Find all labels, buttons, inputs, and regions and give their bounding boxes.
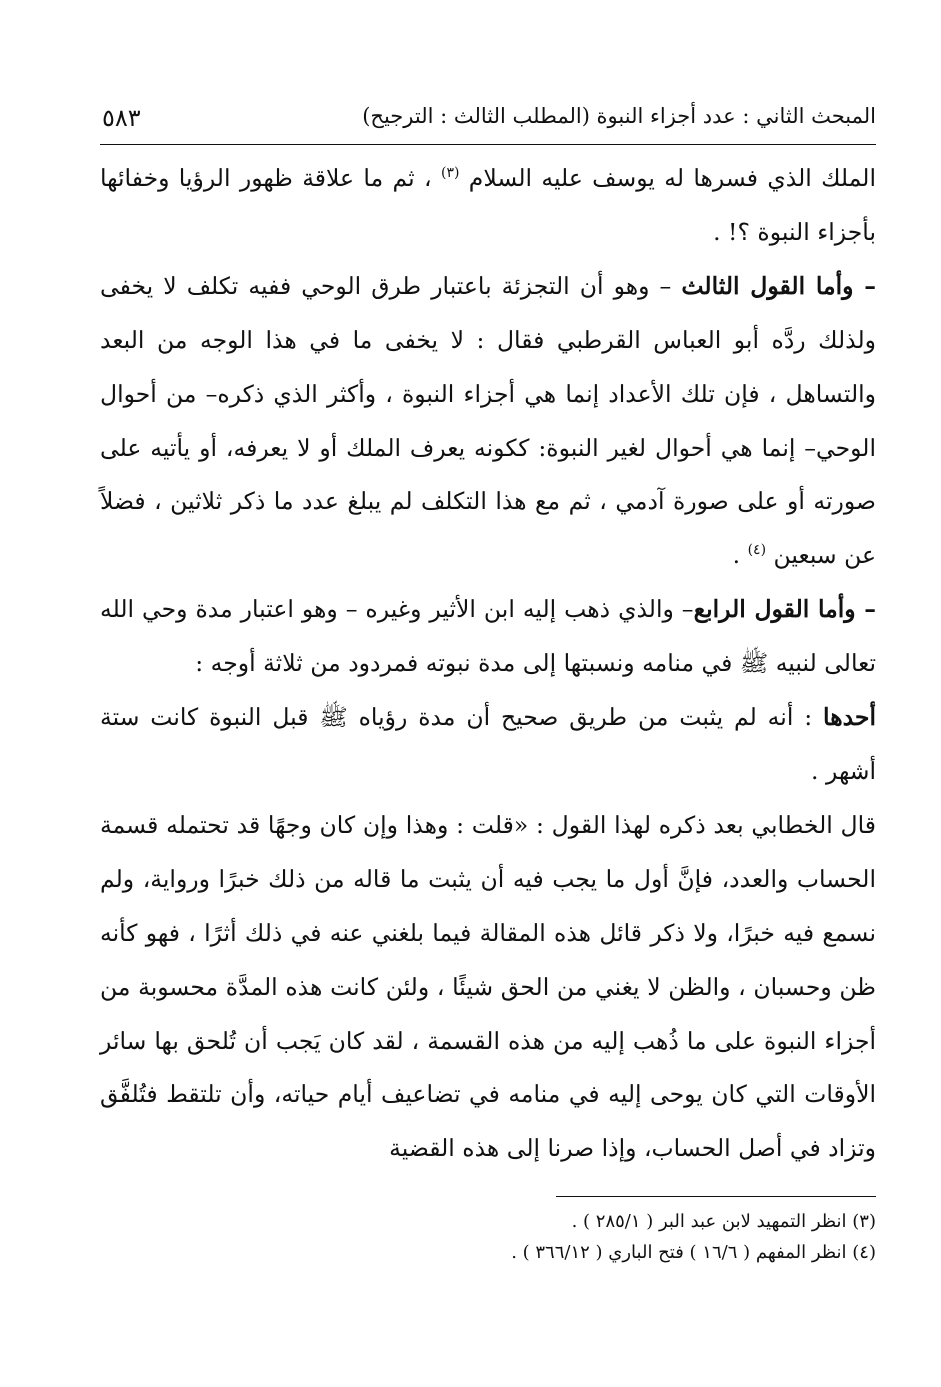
page-header (100, 100, 876, 142)
paragraph-text: – وهو أن التجزئة باعتبار طرق الوحي ففيه تكلف لا يخفى ولذلك ردَّه أبو العباس القرطبي فقال : لا يخفى ما في هذا الوجه من البعد والتساهل ، فإن تلك الأعداد إنما هي أجزاء النبوة ، وأكثر الذي ذكره– من أحوال الوحي– إنما هي أحوال لغير النبوة: ككونه يعرف الملك أو لا يعرفه، أو يأتيه على صورته أو على صورة آدمي ، ثم مع هذا التكلف لم يبلغ عدد ما ذكر ثلاثين ، فضلاً عن سبعين (100, 271, 876, 570)
paragraph-text: : أنه لم يثبت من طريق صحيح أن مدة رؤياه ﷺ قبل النبوة كانت ستة أشهر . (100, 703, 876, 785)
paragraph-tail: ، ثم ما علاقة ظهور الرؤيا وخفائها بأجزاء النبوة ؟! . (100, 164, 876, 246)
footnote-ref: (٤) (747, 542, 767, 559)
paragraph-lead: أحدها (823, 703, 876, 732)
paragraph (100, 152, 876, 260)
running-title: المبحث الثاني : عدد أجزاء النبوة (المطلب الثالث : الترجيح) (362, 104, 876, 128)
paragraph-tail: . (732, 541, 748, 570)
footnotes (100, 1206, 876, 1268)
page-number: ٥٨٣ (102, 104, 141, 132)
paragraph (100, 583, 876, 691)
body-text (100, 152, 876, 1176)
paragraph-text: الملك الذي فسرها له يوسف عليه السلام (459, 164, 876, 192)
footnote: (٤) انظر المفهم ( ١٦/٦ ) فتح الباري ( ٣٦٦/١٢ ) . (511, 1242, 876, 1263)
paragraph (100, 691, 876, 799)
header-rule (100, 144, 876, 145)
footnote-rule (556, 1196, 876, 1197)
footnote: (٣) انظر التمهيد لابن عبد البر ( ٢٨٥/١ ) . (571, 1211, 876, 1232)
paragraph-text: قال الخطابي بعد ذكره لهذا القول : «قلت : وهذا وإن كان وجهًا قد تحتمله قسمة الحساب والعدد، فإنَّ أول ما يجب فيه أن يثبت ما قاله من ذلك خبرًا ورواية، ولم نسمع فيه خبرًا، ولا ذكر قائل هذه المقالة فيما بلغني عنه في ذلك أثرًا ، فهو كأنه ظن وحسبان ، والظن لا يغني من الحق شيئًا ، ولئن كانت هذه المدَّة محسوبة من أجزاء النبوة على ما ذُهب إليه من هذه القسمة ، لقد كان يَجب أن تُلحق بها سائر الأوقات التي كان يوحى إليه في منامه في تضاعيف أيام حياته، وأن تلتقط فتُلفَّق وتزاد في أصل الحساب، وإذا صرنا إلى هذه القضية (100, 810, 876, 1163)
paragraph-lead: – وأما القول الرابع (693, 595, 876, 624)
paragraph (100, 260, 876, 583)
paragraph-lead: – وأما القول الثالث (681, 271, 876, 300)
paragraph-text: – والذي ذهب إليه ابن الأثير وغيره – وهو اعتبار مدة وحي الله تعالى لنبيه ﷺ في منامه ونسبتها إلى مدة نبوته فمردود من ثلاثة أوجه : (100, 595, 876, 678)
paragraph (100, 799, 876, 1176)
footnote-ref: (٣) (440, 165, 460, 182)
